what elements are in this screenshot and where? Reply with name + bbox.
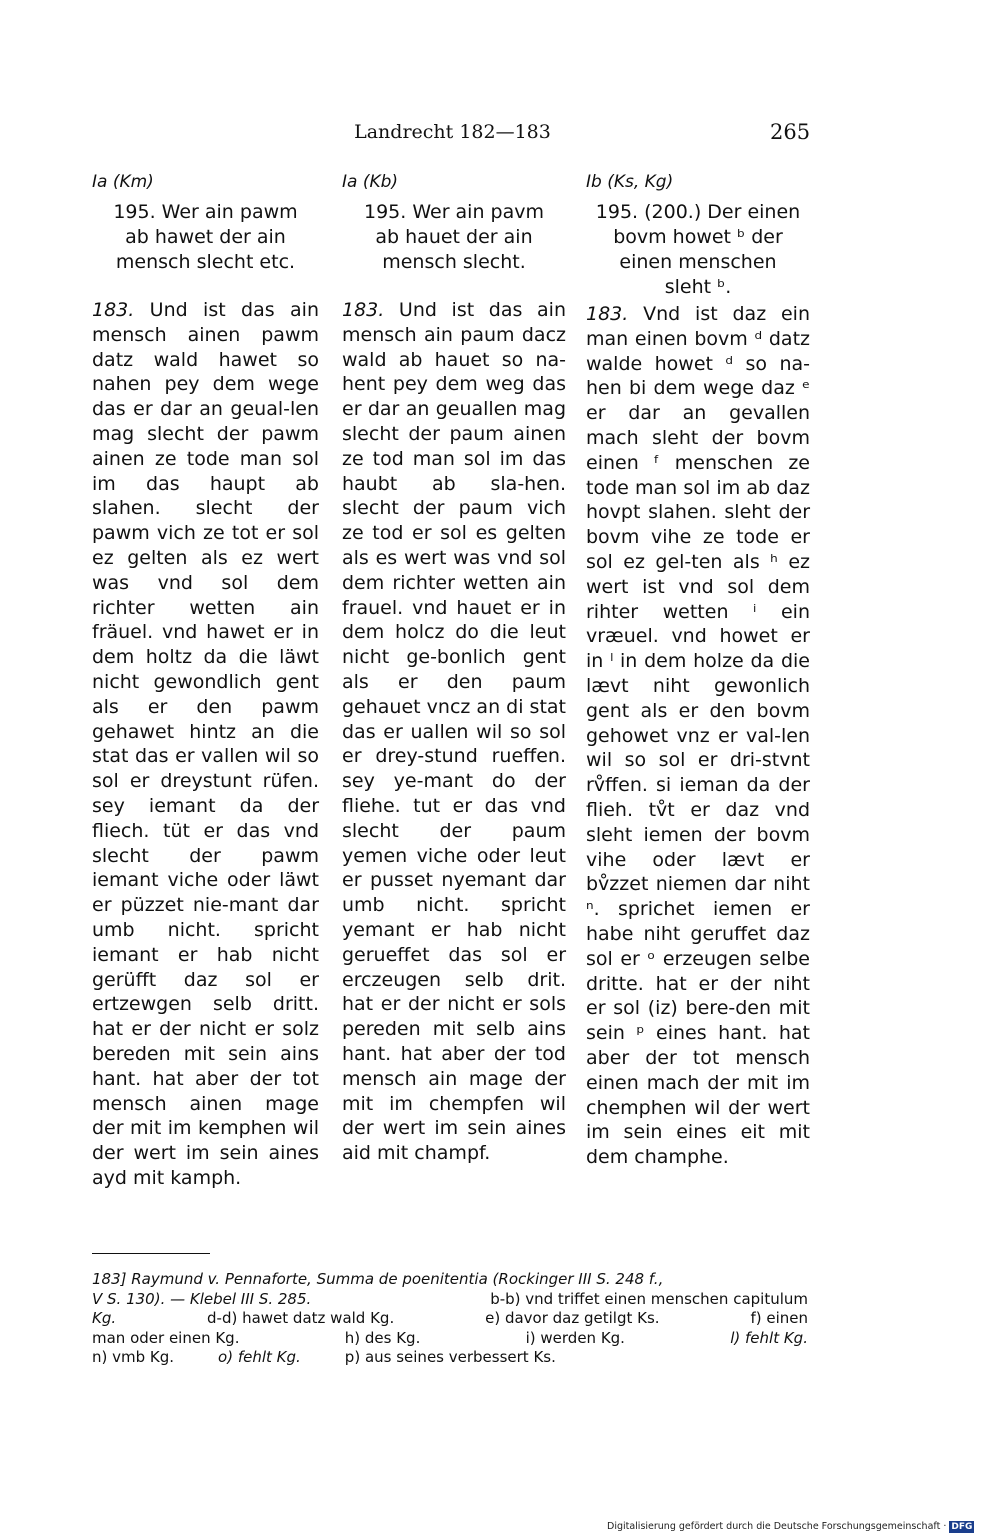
section-number: 183. bbox=[342, 299, 385, 321]
rubric-line: 195. Wer ain pavm bbox=[363, 201, 545, 223]
rubric-line: mensch slecht etc. bbox=[115, 251, 296, 273]
rubric-heading bbox=[92, 200, 319, 275]
rubric-heading bbox=[586, 200, 810, 300]
footnote-entry: b-b) vnd triffet einen menschen capitulum bbox=[490, 1289, 808, 1308]
footnote-line: 183] Raymund v. Pennaforte, Summa de poenitentia (Rockinger III S. 248 f., bbox=[92, 1270, 664, 1288]
footnote-entry: V S. 130). — Klebel III S. 285. bbox=[92, 1289, 312, 1308]
footnote-entry: l) fehlt Kg. bbox=[730, 1328, 808, 1347]
footnote-line bbox=[92, 1309, 808, 1329]
footnotes bbox=[92, 1270, 808, 1368]
footnote-line bbox=[92, 1329, 808, 1349]
section-number: 183. bbox=[92, 299, 135, 321]
footnote-entry: p) aus seines verbessert Ks. bbox=[344, 1348, 556, 1366]
section-number: 183. bbox=[586, 303, 629, 325]
rubric-line: ab hauet der ain bbox=[375, 226, 533, 248]
footnote-entry: i) werden Kg. bbox=[525, 1328, 625, 1347]
rubric-line: ab hawet der ain bbox=[125, 226, 286, 248]
dfg-logo: DFG bbox=[951, 1522, 973, 1532]
rubric-heading bbox=[342, 200, 566, 275]
footnote-entry: f) einen bbox=[750, 1309, 808, 1327]
footnote-line bbox=[92, 1290, 808, 1310]
footnote-entry: o) fehlt Kg. bbox=[218, 1348, 301, 1366]
footnote-entry: n) vmb Kg. bbox=[92, 1348, 175, 1366]
footnote-entry: man oder einen Kg. bbox=[92, 1328, 240, 1347]
page-number: 265 bbox=[770, 120, 811, 144]
text-column-kb bbox=[342, 170, 566, 1166]
footnote-entry: Kg. bbox=[92, 1309, 117, 1327]
credit-text: Digitalisierung gefördert durch die Deutsche Forschungsgemeinschaft · bbox=[607, 1521, 947, 1532]
section-text bbox=[92, 298, 319, 1191]
section-text bbox=[586, 302, 810, 1170]
column-siglum: Ia (Km) bbox=[92, 172, 154, 192]
section-text bbox=[342, 298, 566, 1166]
rubric-line: einen menschen bbox=[619, 251, 777, 273]
column-siglum: Ib (Ks, Kg) bbox=[586, 172, 674, 192]
rubric-line: 195. (200.) Der einen bbox=[595, 201, 801, 223]
footnote-entry: h) des Kg. bbox=[344, 1328, 421, 1347]
running-title: Landrecht 182—183 bbox=[354, 121, 551, 143]
section-body: Und ist das ain mensch ain paum dacz wald ab hauet so na-hent pey dem weg das er dar an geuallen mag slecht der paum ainen ze tod man sol im das haubt ab sla-hen. slecht der paum vich ze tod er sol es gelten als es wert was vnd sol dem richter wetten ain frauel. vnd hauet er in dem holcz do die leut nicht ge-bonlich gent als er den paum gehauet vncz an di stat das er uallen wil so sol er drey-stund rueffen. sey ye-mant do der fliehe. tut er das vnd slecht der paum yemen viche oder leut er pusset nyemant dar umb nicht. spricht yemant er hab nicht gerueffet das sol er erczeugen selb drit. hat er der nicht er sols pereden mit selb ains hant. hat aber der tod mensch ain mage der mit im chempfen wil der wert im sein aines aid mit champf. bbox=[342, 299, 566, 1165]
footnote-rule bbox=[92, 1253, 210, 1254]
digitization-credit bbox=[607, 1520, 987, 1534]
footnote-entry: d-d) hawet datz wald Kg. bbox=[207, 1309, 395, 1327]
text-column-km bbox=[92, 170, 319, 1191]
text-column-ks-kg bbox=[586, 170, 810, 1170]
rubric-line: 195. Wer ain pawm bbox=[113, 201, 298, 223]
rubric-line: bovm howet ᵇ der bbox=[613, 226, 783, 248]
rubric-line: sleht ᵇ. bbox=[664, 276, 732, 298]
section-body: Und ist das ain mensch ainen pawm datz wald hawet so nahen pey dem wege das er dar an geual-len mag slecht der pawm ainen ze tode man sol im das haupt ab slahen. slecht der pawm vich ze tot er sol ez gelten als ez wert was vnd sol dem richter wetten ain fräuel. vnd hawet er in dem holtz da die läwt nicht gewondlich gent als er den pawm gehawet hintz an die stat das er vallen wil so sol er dreystunt rüfen. sey iemant da der fliech. tüt er das vnd slecht der pawm iemant viche oder läwt er püzzet nie-mant dar umb nicht. spricht iemant er hab nicht gerüfft daz sol er ertzewgen selb dritt. hat er der nicht er solz bereden mit sein ains hant. hat aber der tot mensch ainen mage der mit im kemphen wil der wert im sein aines ayd mit kamph. bbox=[92, 299, 319, 1189]
section-body: Vnd ist daz ein man einen bovm ᵈ datz walde howet ᵈ so na-hen bi dem wege daz ᵉ er dar an gevallen mach sleht der bovm einen ᶠ menschen ze tode man sol im ab daz hovpt slahen. sleht der bovm vihe ze tode er sol ez gel-ten als ʰ ez wert ist vnd sol dem rihter wetten ⁱ ein vræuel. vnd howet er in ˡ in dem holze da die lævt niht gewonlich gent als er den bovm gehowet vnz er val-len wil so sol er dri-stvnt rv̊ffen. si ieman da der flieh. tv̊t er daz vnd sleht iemen der bovm vihe oder lævt er bv̊zzet niemen dar niht ⁿ. sprichet iemen er habe niht geruffet daz sol er ᵒ erzeugen selbe dritte. hat er der niht er sol (iz) bere-den mit sein ᵖ eines hant. hat aber der tot mensch einen mach der mit im chemphen wil der wert im sein eines eit mit dem champhe. bbox=[586, 303, 810, 1169]
column-siglum: Ia (Kb) bbox=[342, 172, 399, 192]
footnote-line bbox=[92, 1348, 808, 1368]
rubric-line: mensch slecht. bbox=[382, 251, 526, 273]
footnote-entry: e) davor daz getilgt Ks. bbox=[485, 1309, 660, 1327]
